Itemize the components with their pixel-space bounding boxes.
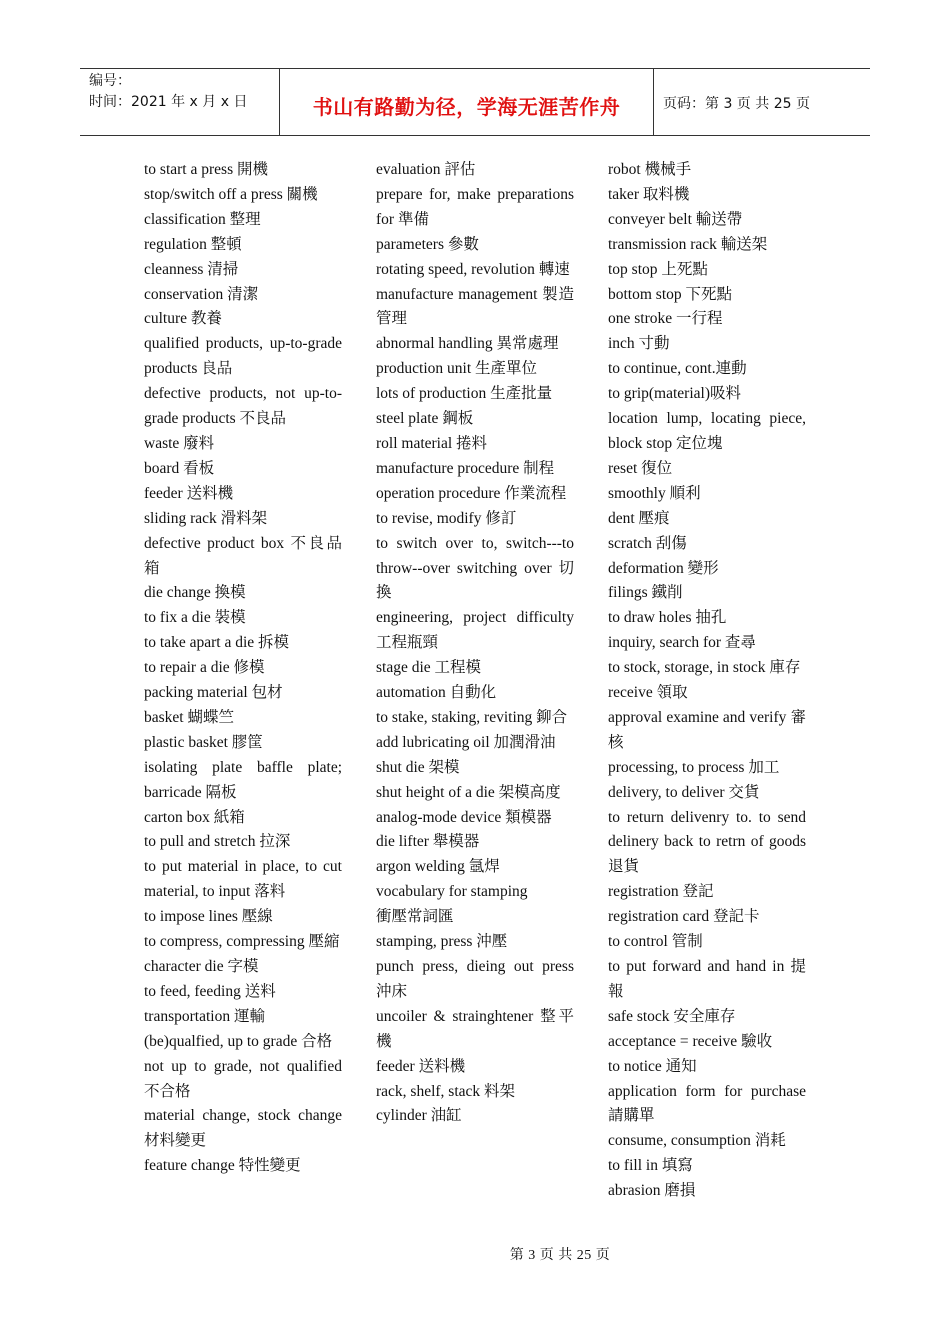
glossary-entry: character die 字模 [144,958,259,975]
glossary-entry: carton box 紙箱 [144,808,245,826]
glossary-entry: add lubricating oil 加潤滑油 [376,733,556,751]
glossary-entry: conveyer belt 輸送帶 [608,210,743,228]
glossary-entry: location lump, locating piece, block stop 定位塊 [608,410,806,452]
glossary-entry: to switch over to, switch---to throw--over switching over 切換 [376,534,574,602]
glossary-entry: feeder 送料機 [376,1057,466,1075]
glossary-entry: shut height of a die 架模高度 [376,783,561,801]
glossary-entry: board 看板 [144,459,215,477]
glossary-entry: robot 機械手 [608,161,692,178]
glossary-entry: to fill in 填寫 [608,1157,693,1175]
glossary-entry: vocabulary for stamping [376,883,528,901]
motto-title: 书山有路勤为径，学海无涯苦作舟 [280,69,654,135]
glossary-entry: evaluation 評估 [376,161,476,178]
glossary-entry: application form for purchase 請購單 [608,1082,806,1125]
glossary-entry: waste 廢料 [144,434,215,452]
date-label: 时间：2021 年 x 月 x 日 [89,94,248,110]
page-header [80,68,870,136]
glossary-entry: to pull and stretch 拉深 [144,833,291,851]
glossary-column-2 [376,158,574,1204]
glossary-entry: transmission rack 輸送架 [608,235,768,253]
glossary-entry: one stroke 一行程 [608,310,723,328]
glossary-entry: manufacture management 製造管理 [376,285,574,328]
glossary-entry: to take apart a die 拆模 [144,634,290,652]
glossary-entry: acceptance = receive 驗收 [608,1032,773,1050]
glossary-entry: production unit 生產單位 [376,360,538,378]
glossary-entry: to put material in place, to cut material, to input 落料 [144,858,342,901]
glossary-entry: cleanness 清掃 [144,260,239,278]
glossary-entry: smoothly 順利 [608,484,701,502]
glossary-entry: to continue, cont.連動 [608,360,747,378]
glossary-entry: to fix a die 裝模 [144,609,246,627]
glossary-entry: to grip(material)吸料 [608,385,741,403]
glossary-entry: die change 換模 [144,584,246,602]
glossary-entry: automation 自動化 [376,684,497,702]
glossary-columns [144,158,806,1204]
glossary-entry: operation procedure 作業流程 [376,484,567,502]
glossary-entry: to start a press 開機 [144,161,268,178]
glossary-entry: punch press, dieing out press 沖床 [376,958,574,1000]
glossary-entry: to compress, compressing 壓縮 [144,933,340,951]
glossary-entry: material change, stock change 材料變更 [144,1107,342,1150]
glossary-entry: to notice 通知 [608,1057,697,1075]
glossary-entry: shut die 架模 [376,758,460,776]
glossary-entry: to control 管制 [608,933,703,951]
glossary-entry: reset 復位 [608,459,673,477]
glossary-entry: analog-mode device 類模器 [376,808,552,826]
glossary-entry: inch 寸動 [608,335,670,353]
number-label: 编号： [89,73,131,89]
glossary-entry: not up to grade, not qualified 不合格 [144,1057,342,1100]
glossary-entry: sliding rack 滑料架 [144,509,268,527]
glossary-entry: defective products, not up-to-grade products 不良品 [144,385,342,428]
glossary-entry: stamping, press 沖壓 [376,933,508,951]
glossary-entry: approval examine and verify 審核 [608,708,806,751]
glossary-entry: stage die 工程模 [376,659,482,677]
glossary-entry: delivery, to deliver 交貨 [608,783,760,801]
glossary-entry: prepare for, make preparations for 準備 [376,185,574,228]
glossary-entry: abrasion 磨損 [608,1182,696,1200]
glossary-entry: consume, consumption 消耗 [608,1132,786,1150]
glossary-entry: receive 領取 [608,684,688,702]
glossary-entry: plastic basket 膠筐 [144,733,263,751]
glossary-entry: manufacture procedure 制程 [376,459,555,477]
glossary-entry: roll material 捲料 [376,434,488,452]
glossary-entry: to stake, staking, reviting 鉚合 [376,708,568,726]
glossary-entry: cylinder 油缸 [376,1107,462,1125]
glossary-entry: inquiry, search for 查尋 [608,634,756,652]
glossary-entry: parameters 參數 [376,235,479,253]
header-meta [80,69,280,135]
glossary-entry: top stop 上死點 [608,260,708,278]
glossary-entry: to feed, feeding 送料 [144,982,276,1000]
glossary-entry: regulation 整頓 [144,235,242,253]
glossary-entry: packing material 包材 [144,684,283,702]
glossary-entry: processing, to process 加工 [608,758,780,776]
page-number-label: 页码：第 3 页 共 25 页 [663,96,810,112]
glossary-entry: stop/switch off a press 關機 [144,185,318,203]
glossary-entry: to draw holes 抽孔 [608,609,727,627]
glossary-entry: to put forward and hand in 提報 [608,958,806,1000]
glossary-entry: defective product box 不良品箱 [144,534,342,577]
glossary-entry: filings 鐵削 [608,584,683,602]
glossary-entry: argon welding 氬焊 [376,858,500,876]
glossary-entry: feature change 特性變更 [144,1157,301,1175]
glossary-entry: bottom stop 下死點 [608,285,733,303]
glossary-entry: rack, shelf, stack 料架 [376,1082,516,1100]
glossary-entry: transportation 運輸 [144,1007,265,1025]
glossary-entry: qualified products, up-to-grade products 良品 [144,335,342,378]
glossary-entry: basket 蝴蝶竺 [144,708,234,726]
glossary-entry: deformation 變形 [608,559,719,577]
glossary-entry: steel plate 鋼板 [376,410,474,428]
glossary-entry: to impose lines 壓線 [144,908,273,926]
glossary-entry: die lifter 舉模器 [376,833,480,851]
glossary-entry: feeder 送料機 [144,484,234,502]
glossary-entry: (be)qualfied, up to grade 合格 [144,1032,333,1050]
page-footer: 第 3 页 共 25 页 [509,1248,611,1263]
glossary-column-3 [608,158,806,1204]
glossary-entry: lots of production 生產批量 [376,385,553,403]
glossary-entry: to repair a die 修模 [144,659,265,677]
glossary-entry: to return delivenry to. to send delinery back to retrn of goods 退貨 [608,808,806,876]
glossary-entry: conservation 清潔 [144,285,259,303]
glossary-entry: dent 壓痕 [608,509,670,527]
glossary-column-1 [144,158,342,1204]
glossary-entry: classification 整理 [144,210,261,228]
glossary-entry: safe stock 安全庫存 [608,1007,736,1025]
glossary-entry: 衝壓常詞匯 [376,908,454,926]
glossary-entry: registration 登記 [608,883,714,901]
glossary-entry: to revise, modify 修訂 [376,509,517,527]
glossary-entry: culture 教養 [144,310,222,328]
glossary-entry: registration card 登記卡 [608,908,760,926]
glossary-entry: uncoiler & strainghtener 整平機 [376,1007,574,1050]
glossary-entry: abnormal handling 異常處理 [376,335,559,353]
glossary-entry: rotating speed, revolution 轉速 [376,260,570,278]
glossary-entry: scratch 刮傷 [608,534,687,552]
glossary-entry: to stock, storage, in stock 庫存 [608,659,801,677]
glossary-entry: isolating plate baffle plate; barricade 隔板 [144,758,342,801]
glossary-entry: taker 取料機 [608,185,690,203]
glossary-entry: engineering, project difficulty 工程瓶頸 [376,609,574,652]
